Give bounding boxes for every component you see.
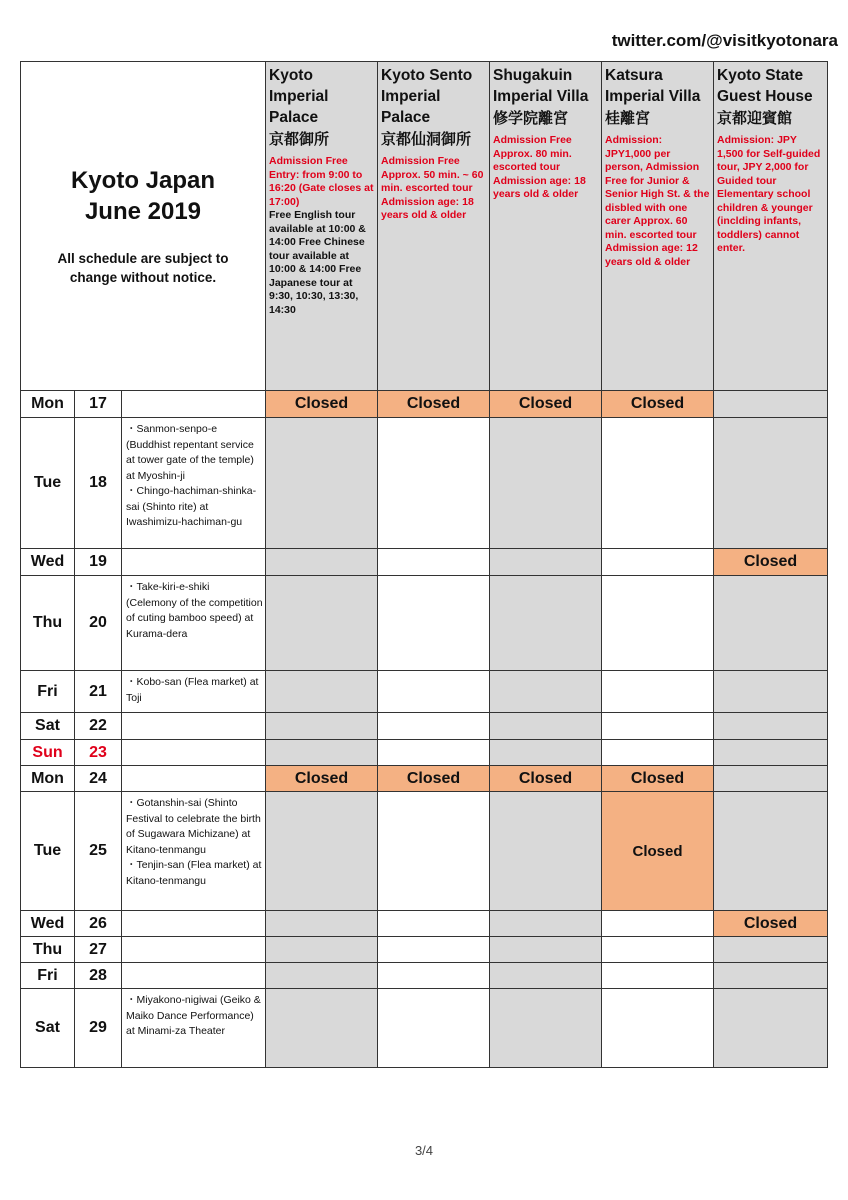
header-row xyxy=(21,62,828,391)
open-cell xyxy=(266,937,378,963)
venue-admission-info: Admission: JPY 1,500 for Self-guided tour, JPY 2,000 for Guided tour Elementary school children & younger (inclding infants, toddlers) cannot enter. xyxy=(717,134,821,254)
open-cell xyxy=(378,549,490,576)
day-row xyxy=(21,671,828,713)
open-cell xyxy=(490,418,602,549)
venue-name-jp: 桂離宮 xyxy=(605,109,651,127)
schedule-note: All schedule are subject to change without notice. xyxy=(57,251,229,285)
venue-name-jp: 修学院離宮 xyxy=(493,109,569,127)
venue-name: Shugakuin Imperial Villa xyxy=(493,67,589,105)
open-cell xyxy=(378,963,490,989)
day-row xyxy=(21,989,828,1068)
open-cell xyxy=(602,418,714,549)
open-cell xyxy=(266,740,378,766)
open-cell xyxy=(602,549,714,576)
event-cell: ・Kobo-san (Flea market) at Toji xyxy=(122,671,266,713)
day-row xyxy=(21,713,828,740)
venue-katsura-imperial-villa xyxy=(602,62,714,391)
weekday: Wed xyxy=(21,911,75,937)
day-row xyxy=(21,937,828,963)
open-cell xyxy=(714,391,828,418)
date: 27 xyxy=(75,937,122,963)
open-cell xyxy=(378,937,490,963)
open-cell xyxy=(266,911,378,937)
page-number: 3/4 xyxy=(414,1143,434,1158)
venue-name: Kyoto Imperial Palace xyxy=(269,67,329,126)
day-row xyxy=(21,549,828,576)
weekday: Wed xyxy=(21,549,75,576)
date: 26 xyxy=(75,911,122,937)
event-cell: ・Sanmon-senpo-e (Buddhist repentant service at tower gate of the temple) at Myoshin-ji ・Chingo-hachiman-shinka-sai (Shinto rite) at Iwashimizu-hachiman-gu xyxy=(122,418,266,549)
open-cell xyxy=(378,418,490,549)
event-cell xyxy=(122,963,266,989)
weekday: Mon xyxy=(21,766,75,792)
date: 24 xyxy=(75,766,122,792)
closed-cell: Closed xyxy=(490,391,602,418)
open-cell xyxy=(602,576,714,671)
open-cell xyxy=(266,963,378,989)
date: 19 xyxy=(75,549,122,576)
day-row xyxy=(21,576,828,671)
open-cell xyxy=(266,989,378,1068)
weekday: Fri xyxy=(21,671,75,713)
closed-cell: Closed xyxy=(602,792,714,911)
open-cell xyxy=(602,740,714,766)
open-cell xyxy=(378,792,490,911)
day-row xyxy=(21,911,828,937)
venue-admission-info: Admission Free Approx. 50 min. ~ 60 min. escorted tour Admission age: 18 years old & older xyxy=(381,155,484,221)
open-cell xyxy=(378,671,490,713)
open-cell xyxy=(714,766,828,792)
day-row xyxy=(21,418,828,549)
venue-name-jp: 京都御所 xyxy=(269,130,330,148)
day-row xyxy=(21,740,828,766)
closed-cell: Closed xyxy=(378,391,490,418)
weekday: Thu xyxy=(21,937,75,963)
event-cell: ・Gotanshin-sai (Shinto Festival to celebrate the birth of Sugawara Michizane) at Kitano-tenmangu ・Tenjin-san (Flea market) at Kitano-tenmangu xyxy=(122,792,266,911)
event-cell xyxy=(122,740,266,766)
event-cell xyxy=(122,766,266,792)
open-cell xyxy=(714,576,828,671)
date: 25 xyxy=(75,792,122,911)
open-cell xyxy=(378,713,490,740)
venue-name: Kyoto State Guest House xyxy=(717,67,813,105)
title-line1: Kyoto Japan xyxy=(70,167,216,194)
venue-kyoto-state-guest-house xyxy=(714,62,828,391)
closed-cell: Closed xyxy=(490,766,602,792)
venue-shugakuin-imperial-villa xyxy=(490,62,602,391)
open-cell xyxy=(378,576,490,671)
weekday: Sat xyxy=(21,713,75,740)
open-cell xyxy=(266,713,378,740)
venue-admission-info: Admission Free Approx. 80 min. escorted tour Admission age: 18 years old & older xyxy=(493,134,586,200)
closed-cell: Closed xyxy=(266,391,378,418)
open-cell xyxy=(602,963,714,989)
open-cell xyxy=(266,549,378,576)
open-cell xyxy=(714,671,828,713)
open-cell xyxy=(490,549,602,576)
day-row xyxy=(21,766,828,792)
closed-cell: Closed xyxy=(266,766,378,792)
open-cell xyxy=(714,740,828,766)
open-cell xyxy=(490,713,602,740)
weekday: Tue xyxy=(21,418,75,549)
venue-admission-info: Admission: JPY1,000 per person, Admission Free for Junior & Senior High St. & the disbled with one carer Approx. 60 min. escorted tour Admission age: 12 years old & older xyxy=(605,134,710,268)
open-cell xyxy=(714,989,828,1068)
venue-admission-info: Admission Free Entry: from 9:00 to 16:20 (Gate closes at 17:00) xyxy=(269,155,374,208)
title-cell xyxy=(21,62,266,391)
open-cell xyxy=(602,671,714,713)
venue-kyoto-sento-imperial-palace xyxy=(378,62,490,391)
open-cell xyxy=(490,989,602,1068)
open-cell xyxy=(490,911,602,937)
event-cell: ・Miyakono-nigiwai (Geiko & Maiko Dance Performance) at Minami-za Theater xyxy=(122,989,266,1068)
event-cell: ・Take-kiri-e-shiki (Celemony of the competition of cuting bamboo speed) at Kurama-dera xyxy=(122,576,266,671)
date: 18 xyxy=(75,418,122,549)
open-cell xyxy=(714,418,828,549)
open-cell xyxy=(266,576,378,671)
weekday: Sat xyxy=(21,989,75,1068)
open-cell xyxy=(602,911,714,937)
closed-cell: Closed xyxy=(714,911,828,937)
open-cell xyxy=(266,792,378,911)
event-cell xyxy=(122,911,266,937)
twitter-handle: twitter.com/@visitkyotonara xyxy=(611,31,838,50)
day-row xyxy=(21,963,828,989)
open-cell xyxy=(378,740,490,766)
closed-cell: Closed xyxy=(602,391,714,418)
event-cell xyxy=(122,391,266,418)
open-cell xyxy=(266,671,378,713)
closed-cell: Closed xyxy=(602,766,714,792)
closed-cell: Closed xyxy=(714,549,828,576)
title-line2: June 2019 xyxy=(84,198,202,225)
venue-name-jp: 京都仙洞御所 xyxy=(381,130,472,148)
open-cell xyxy=(266,418,378,549)
date: 17 xyxy=(75,391,122,418)
event-cell xyxy=(122,937,266,963)
weekday: Thu xyxy=(21,576,75,671)
date: 29 xyxy=(75,989,122,1068)
day-row xyxy=(21,391,828,418)
open-cell xyxy=(714,792,828,911)
date: 28 xyxy=(75,963,122,989)
venue-tour-info: Free English tour available at 10:00 & 14:00 Free Chinese tour available at 10:00 & 14:00 Free Japanese tour at 9:30, 10:30, 13:30, 14:30 xyxy=(269,209,366,316)
open-cell xyxy=(490,937,602,963)
open-cell xyxy=(714,713,828,740)
weekday: Fri xyxy=(21,963,75,989)
weekday: Sun xyxy=(21,740,75,766)
venue-name-jp: 京都迎賓館 xyxy=(717,109,793,127)
date: 21 xyxy=(75,671,122,713)
date: 20 xyxy=(75,576,122,671)
open-cell xyxy=(490,963,602,989)
date: 23 xyxy=(75,740,122,766)
venue-name: Kyoto Sento Imperial Palace xyxy=(381,67,473,126)
weekday: Mon xyxy=(21,391,75,418)
open-cell xyxy=(490,792,602,911)
open-cell xyxy=(602,937,714,963)
event-cell xyxy=(122,713,266,740)
closed-cell: Closed xyxy=(378,766,490,792)
open-cell xyxy=(378,911,490,937)
event-cell xyxy=(122,549,266,576)
weekday: Tue xyxy=(21,792,75,911)
open-cell xyxy=(714,937,828,963)
venue-name: Katsura Imperial Villa xyxy=(605,67,701,105)
open-cell xyxy=(490,671,602,713)
venue-kyoto-imperial-palace xyxy=(266,62,378,391)
open-cell xyxy=(378,989,490,1068)
open-cell xyxy=(602,989,714,1068)
schedule-table xyxy=(20,61,828,1068)
date: 22 xyxy=(75,713,122,740)
open-cell xyxy=(602,713,714,740)
open-cell xyxy=(490,576,602,671)
open-cell xyxy=(490,740,602,766)
open-cell xyxy=(714,963,828,989)
day-row xyxy=(21,792,828,911)
